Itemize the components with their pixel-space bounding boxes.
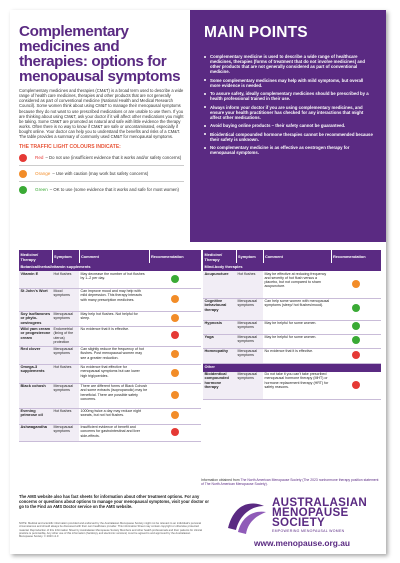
medicine-cell: Bioidentical compounded hormone therapy xyxy=(203,372,236,400)
header-recommendation: Recommendation xyxy=(149,250,201,263)
logo-line: SOCIETY xyxy=(272,516,325,529)
symptom-cell: Mood symptoms xyxy=(52,288,79,311)
recommendation-cell xyxy=(149,364,201,383)
recommendation-cell xyxy=(331,372,381,400)
table-row xyxy=(203,348,381,363)
symptom-cell: Hot flushes xyxy=(52,271,79,288)
green-dot-icon xyxy=(19,186,27,194)
recommendation-cell xyxy=(149,424,201,441)
recommendation-cell xyxy=(149,271,201,288)
table-section-row xyxy=(203,363,381,372)
table-header-row xyxy=(19,250,201,263)
table-row xyxy=(203,334,381,348)
table-section-row xyxy=(19,263,201,271)
green-dot-icon xyxy=(171,275,179,283)
traffic-light-heading: THE TRAFFIC LIGHT COLOURS INDICATE: xyxy=(19,143,121,150)
medicine-cell: Ashwagandha xyxy=(19,424,52,441)
comment-cell: May be helpful for some women. xyxy=(263,320,331,334)
header-symptom: Symptom xyxy=(236,250,263,263)
medicine-cell: Red clover xyxy=(19,346,52,364)
table-row xyxy=(203,372,381,400)
recommendation-cell xyxy=(331,271,381,298)
symptom-cell: Menopausal symptoms xyxy=(236,320,263,334)
symptom-cell: Hot flushes xyxy=(236,271,263,298)
symptom-cell: Menopausal symptoms xyxy=(52,424,79,441)
table-row xyxy=(19,364,201,383)
table-section-label: Mind-body therapies xyxy=(203,263,381,271)
table-row xyxy=(19,311,201,326)
red-dot-icon xyxy=(171,428,179,436)
divider xyxy=(19,181,184,182)
medicine-cell: Acupuncture xyxy=(203,271,236,298)
ams-logo xyxy=(224,498,384,536)
orange-dot-icon xyxy=(19,170,27,178)
symptom-cell: Menopausal symptoms xyxy=(236,298,263,320)
source-link[interactable]: The North American Menopause Society (The 2023 nonhormone therapy position statement of The North American Menopause Society). xyxy=(201,478,379,487)
divider xyxy=(19,165,184,166)
comment-cell: May decrease the number of hot flushes by 1–2 per day. xyxy=(79,271,149,288)
traffic-light-red xyxy=(19,152,184,164)
disclaimer-note: NOTE: Medical and scientific information provided and endorsed by the Australasian Menopause Society might not be relevant to an individual's personal circumstances and should always be discussed with their own healthcare provider. This information Sheet may contain copyright or otherwise protected material. Reproduction of this Information Sheet by Australasian Menopause Society Members and other health professionals and their patients for clinical practice is permissible. Any other use of this information (hardcopy and electronic versions) must be agreed to and approved by the Australasian Menopause Society. © 2023 v1.0 xyxy=(19,522,202,539)
ams-website-note: The AMS website also has fact sheets for information about other treatment options. For any concerns or questions about options to manage your menopausal symptoms, visit your doctor or go to the Find an AMS Doctor service on the AMS website. xyxy=(19,494,209,509)
red-dot-icon xyxy=(352,351,360,359)
main-point: To assure safety, ideally complementary medicines should be prescribed by a health professional trained in their use. xyxy=(204,91,374,101)
comment-cell: Can help some women with menopausal symptoms (sleep/ hot flushes/mood). xyxy=(263,298,331,320)
header-symptom: Symptom xyxy=(52,250,79,263)
green-dot-icon xyxy=(352,336,360,344)
orange-dot-icon xyxy=(352,280,360,288)
medicine-cell: Black cohosh xyxy=(19,383,52,408)
green-dot-icon xyxy=(352,322,360,330)
traffic-light-orange-label: Orange xyxy=(35,171,51,177)
table-row xyxy=(19,271,201,288)
comment-cell: Insufficient evidence of benefit and concerns for gastrointestinal and liver side-effects. xyxy=(79,424,149,441)
intro-paragraph: Complementary medicines and therapies (CM&T) is a broad term used to describe a wide range of health care medicines, therapies and other products that are not generally considered as part of conventional medicine (National Health and Medical Research Council). Some women think about using CM&T to manage their menopausal symptoms because they do not want to use prescribed medications or are unable to use them. If you are thinking about using CM&T, ask your doctor if it will affect other medications you might be taking. Some CM&T are promoted as natural and safe with little evidence the therapy works. Often there is no way to know if CM&T are safe or uncontaminated, especially if bought online. Your doctor can help you to understand the benefits and risks of a CM&T. The table provides a summary of commonly used CM&T for menopausal symptoms. xyxy=(19,88,184,140)
comment-cell: May be effective at reducing frequency and severity of hot flush versus a placebo, but not compared to sham acupuncture. xyxy=(263,271,331,298)
medicine-cell: Yoga xyxy=(203,334,236,348)
supplements-table xyxy=(19,250,202,442)
medicine-cell: St John's Wort xyxy=(19,288,52,311)
orange-dot-icon xyxy=(171,369,179,377)
red-dot-icon xyxy=(171,331,179,339)
green-dot-icon xyxy=(352,304,360,312)
header-comment: Comment xyxy=(79,250,149,263)
recommendation-cell xyxy=(149,346,201,364)
medicine-cell: Vitamin E xyxy=(19,271,52,288)
comment-cell: May help hot flushes. Not helpful for sleep. xyxy=(79,311,149,326)
table-row xyxy=(19,326,201,346)
recommendation-cell xyxy=(149,311,201,326)
medicine-cell: Hypnosis xyxy=(203,320,236,334)
orange-dot-icon xyxy=(171,295,179,303)
orange-dot-icon xyxy=(171,350,179,358)
table-header-row xyxy=(203,250,381,263)
comment-cell: Can improve mood and may help with mild depression. This therapy interacts with many prescription medicines. xyxy=(79,288,149,311)
medicine-cell: Cognitive behavioural therapy xyxy=(203,298,236,320)
recommendation-cell xyxy=(149,408,201,424)
comment-cell: No evidence that it is effective. xyxy=(79,326,149,346)
comment-cell: Can slightly reduce the frequency of hot flushes. Post menopausal women may see a greater reduction. xyxy=(79,346,149,364)
medicine-cell: Evening primrose oil xyxy=(19,408,52,424)
therapies-table xyxy=(203,250,382,400)
symptom-cell: Menopausal symptoms xyxy=(236,348,263,363)
header-comment: Comment xyxy=(263,250,331,263)
table-row xyxy=(19,424,201,441)
traffic-light-red-label: Red xyxy=(35,155,44,161)
traffic-light-green-label: Green xyxy=(35,187,48,193)
traffic-light-orange-text: – Use with caution (may work but safety concerns) xyxy=(52,171,149,177)
orange-dot-icon xyxy=(171,314,179,322)
comment-cell: No evidence that it is effective. xyxy=(263,348,331,363)
recommendation-cell xyxy=(149,383,201,408)
table-row xyxy=(19,288,201,311)
main-points-title: MAIN POINTS xyxy=(204,24,308,41)
comment-cell: May be helpful for some women. xyxy=(263,334,331,348)
main-point: Bioidentical compounded hormone therapies cannot be recommended because their safety is unknown. xyxy=(204,132,374,142)
orange-dot-icon xyxy=(171,411,179,419)
comment-cell: Do not take it you can't take prescribed menopausal hormone therapy (MHT) or hormone replacement therapy (HRT) for safety reasons. xyxy=(263,372,331,400)
fact-sheet-page xyxy=(10,10,386,554)
symptom-cell: Endometrial (lining of the uterus) protection xyxy=(52,326,79,346)
table-section-label: Botanical/herbal/vitamin supplements xyxy=(19,263,201,271)
recommendation-cell xyxy=(149,288,201,311)
table-section-row xyxy=(203,263,381,271)
logo-line: MENOPAUSE xyxy=(272,506,349,519)
medicine-cell: Soy isoflavones or phyto-oestrogens xyxy=(20,311,51,325)
logo-line: AUSTRALASIAN xyxy=(272,496,368,509)
table-section-label: Other xyxy=(203,363,381,372)
main-points-panel xyxy=(190,10,386,242)
medicine-cell: Wild yam cream or progesterone cream xyxy=(19,326,52,346)
comment-cell: No evidence that effective for menopausal symptoms but can lower high triglycerides. xyxy=(79,364,149,383)
logo-tagline: EMPOWERING MENOPAUSAL WOMEN xyxy=(272,529,345,533)
symptom-cell: Menopausal symptoms xyxy=(52,383,79,408)
table-row xyxy=(203,320,381,334)
main-point: Always inform your doctor if you are using complementary medicines, and ensure your health practitioner has checked for any interactions that might affect other medications. xyxy=(204,105,374,120)
medicine-cell: Omega-3 supplements xyxy=(19,364,52,383)
comment-cell: 1000mg twice a day may reduce night sweats, but not hot flushes. xyxy=(79,408,149,424)
symptom-cell: Menopausal symptoms xyxy=(236,334,263,348)
traffic-light-orange xyxy=(19,168,184,180)
medicine-cell: Homeopathy xyxy=(203,348,236,363)
table-row xyxy=(19,346,201,364)
table-row xyxy=(203,271,381,298)
main-point: No complementary medicine is as effective as oestrogen therapy for menopausal symptoms. xyxy=(204,145,374,155)
page-title: Complementary medicines and therapies: options for menopausal symptoms xyxy=(19,23,181,85)
traffic-light-red-text: – Do not use (insufficient evidence that it works and/or safety concerns) xyxy=(45,155,182,161)
table-row xyxy=(19,408,201,424)
table-row xyxy=(203,298,381,320)
red-dot-icon xyxy=(352,381,360,389)
main-point: Some complementary medicines may help with mild symptoms, but overall more evidence is needed. xyxy=(204,78,374,88)
traffic-light-green-text: – OK to use (some evidence that it works and safe for most women) xyxy=(49,187,179,193)
header-recommendation: Recommendation xyxy=(331,250,381,263)
recommendation-cell xyxy=(149,326,201,346)
red-dot-icon xyxy=(19,154,27,162)
left-column xyxy=(19,24,184,196)
recommendation-cell xyxy=(331,348,381,363)
comment-cell: There are different forms of Black Cohosh and some extracts (isopropanolic) may be beneficial. There are possible safety concerns. xyxy=(79,383,149,408)
table-row xyxy=(19,383,201,408)
source-note xyxy=(201,478,381,486)
logo-wordmark xyxy=(272,498,367,528)
symptom-cell: Hot flushes xyxy=(52,364,79,383)
header-medicine: Medicine/ Therapy xyxy=(19,250,52,263)
symptom-cell: Hot flushes xyxy=(52,408,79,424)
main-point: Avoid buying online products – their safety cannot be guaranteed. xyxy=(204,123,374,128)
symptom-cell: Menopausal symptoms xyxy=(236,372,263,400)
source-prefix: Information obtained from xyxy=(201,478,241,482)
traffic-light-green xyxy=(19,184,184,196)
recommendation-cell xyxy=(331,320,381,334)
orange-dot-icon xyxy=(171,391,179,399)
header-medicine: Medicine/ Therapy xyxy=(203,250,236,263)
website-link[interactable]: www.menopause.org.au xyxy=(254,538,351,548)
main-points-list xyxy=(204,54,374,159)
main-point: Complementary medicine is used to describe a wide range of healthcare medicines, therapies (forms of treatment that do not involve medicines) and other products that are not generally considered as part of conventional medicine. xyxy=(204,54,374,74)
symptom-cell: Menopausal symptoms xyxy=(52,311,79,326)
recommendation-cell xyxy=(331,334,381,348)
recommendation-cell xyxy=(331,298,381,320)
symptom-cell: Menopausal symptoms xyxy=(52,346,79,364)
ams-logo-mark-icon xyxy=(224,498,268,536)
